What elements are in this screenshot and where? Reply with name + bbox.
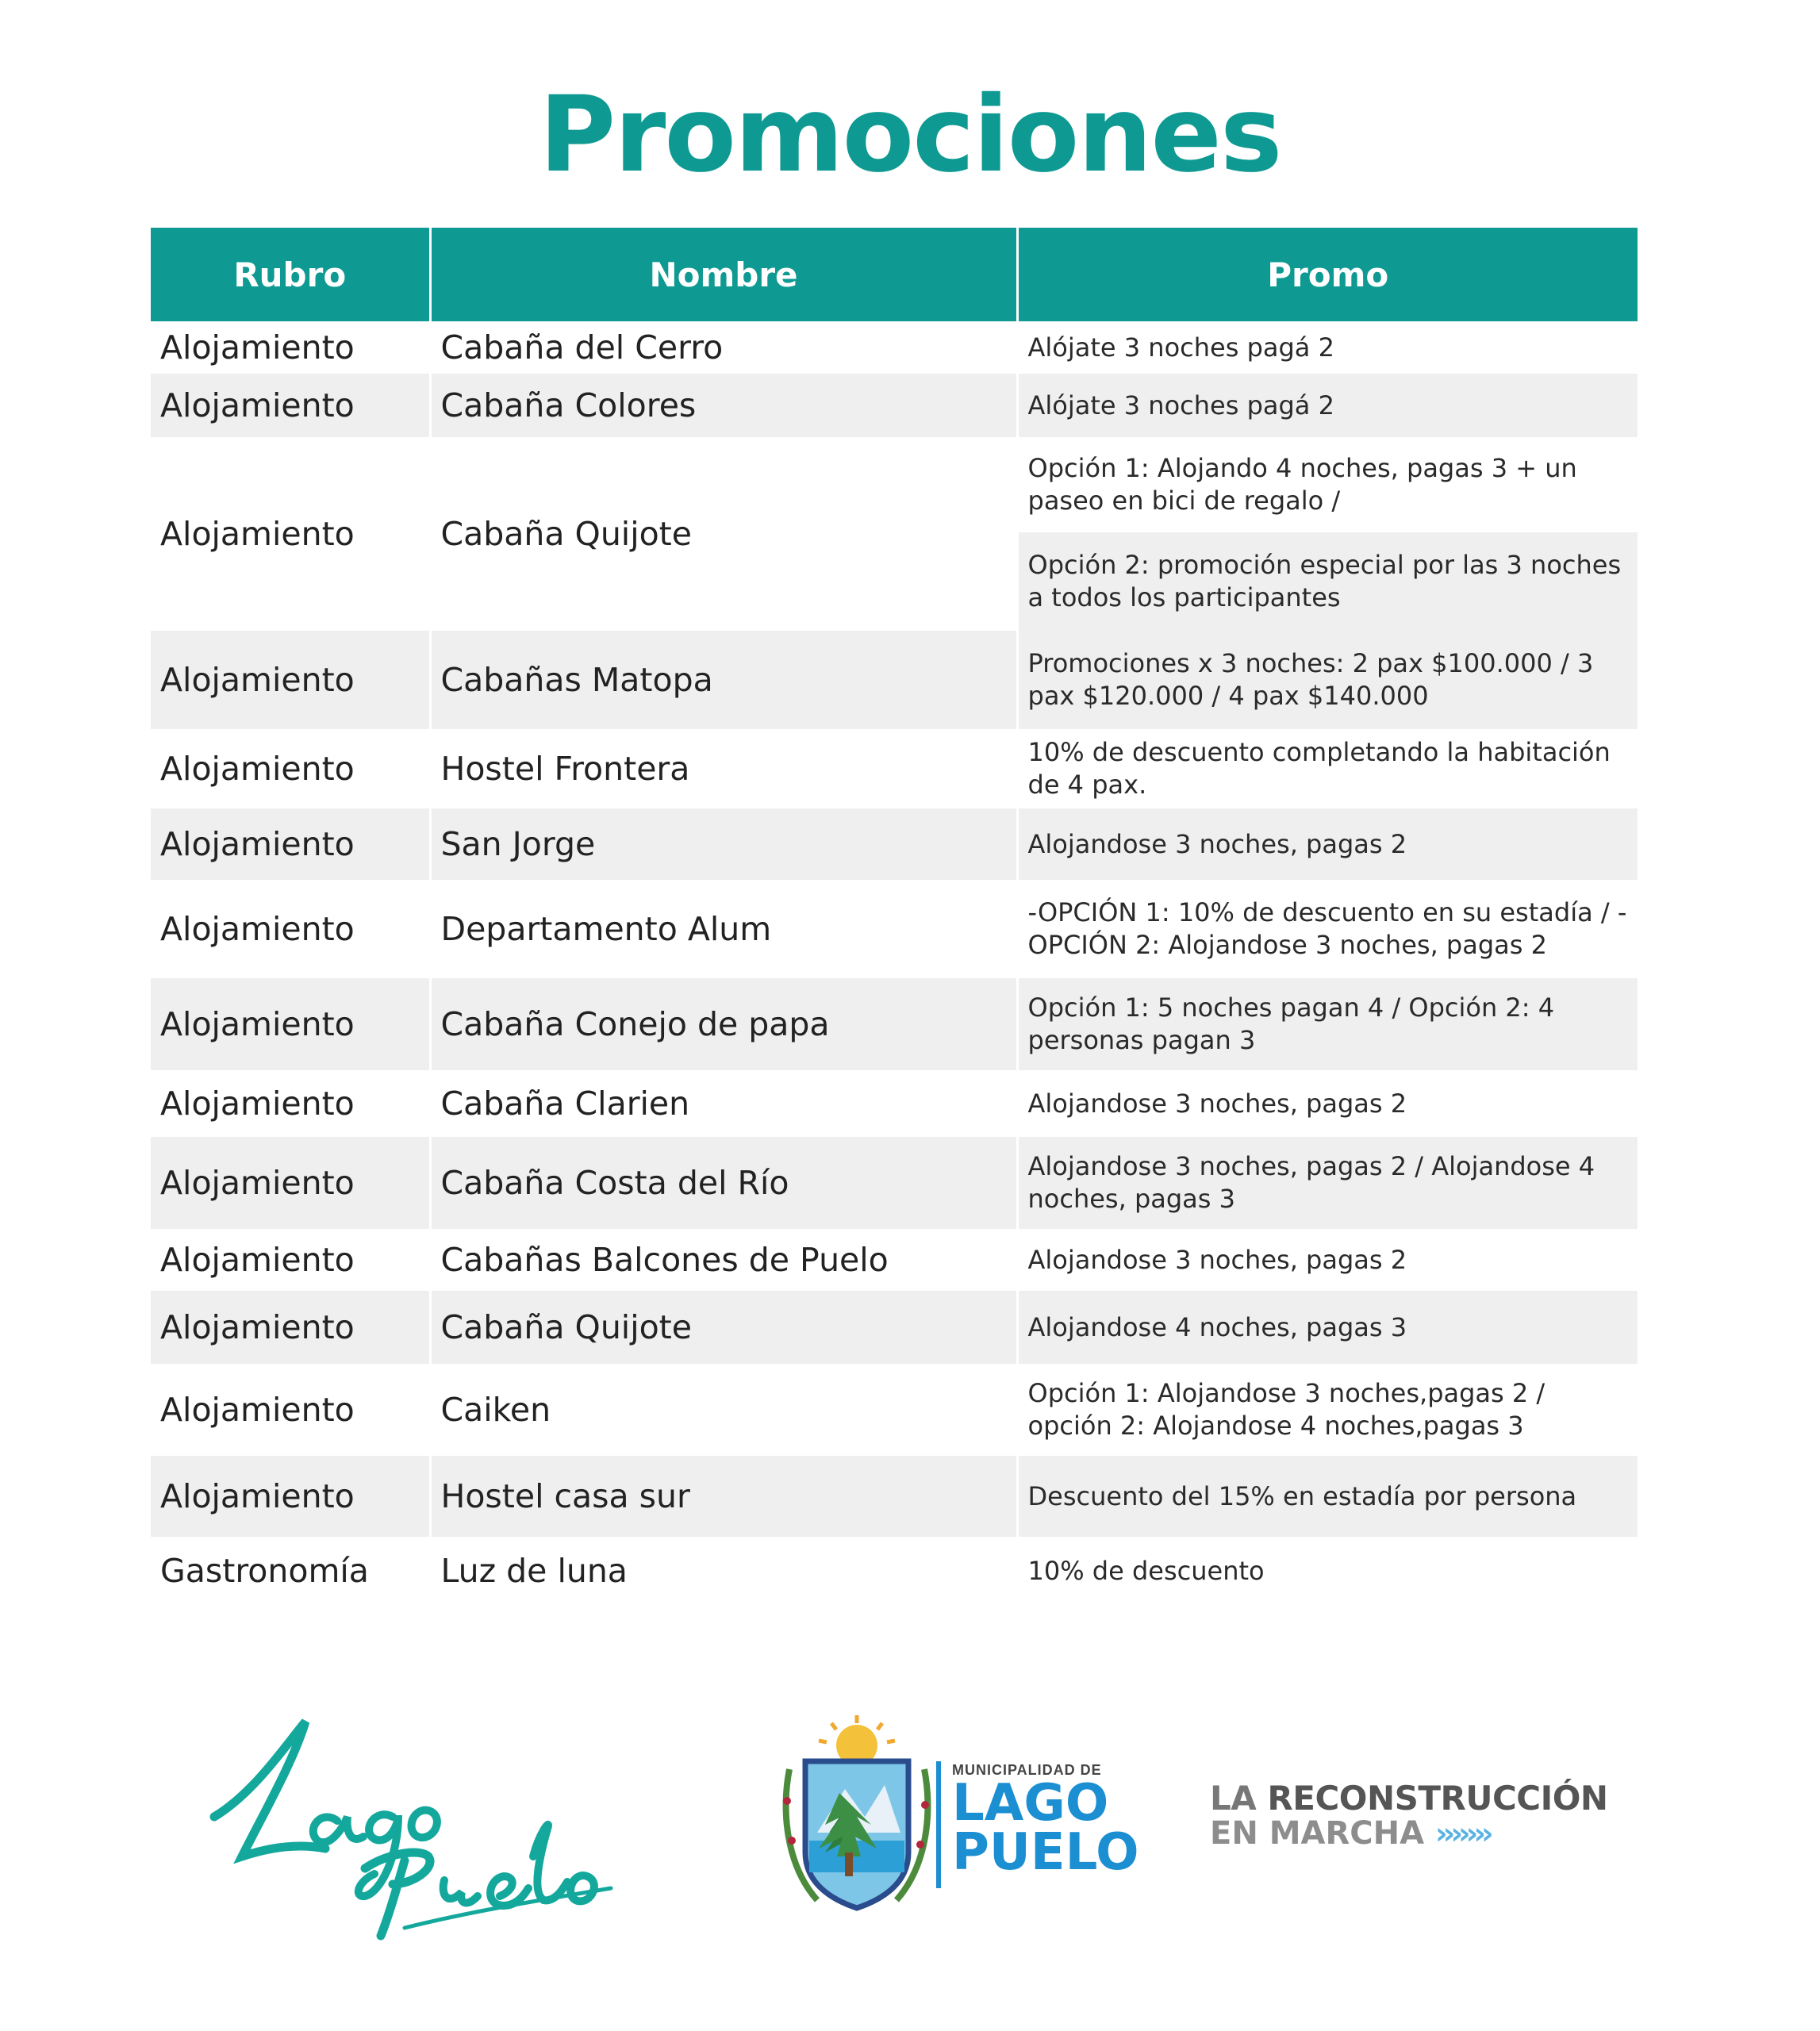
table-row: [151, 1291, 1638, 1364]
cell-nombre: Cabaña Colores: [430, 374, 1017, 437]
muni-small-label: MUNICIPALIDAD DE: [952, 1762, 1102, 1778]
cell-rubro: Alojamiento: [151, 1364, 430, 1456]
cell-rubro: Alojamiento: [151, 808, 430, 880]
cell-nombre: Cabaña Quijote: [430, 1291, 1017, 1364]
cell-promo: Alojandose 3 noches, pagas 2: [1027, 1244, 1407, 1275]
slogan-line2-text: EN MARCHA: [1210, 1815, 1425, 1852]
footer-logos: [0, 1698, 1820, 1968]
promotions-table: [151, 228, 1638, 1605]
cell-promo: Promociones x 3 noches: 2 pax $100.000 / 3 pax $120.000 / 4 pax $140.000: [1017, 631, 1638, 729]
cell-rubro: Alojamiento: [151, 437, 430, 631]
slogan-logo: [1210, 1781, 1622, 1851]
slogan-line1-a: LA: [1210, 1779, 1257, 1818]
cell-promo: -OPCIÓN 1: 10% de descuento en su estadía / -OPCIÓN 2: Alojandose 3 noches, pagas 2: [1027, 897, 1627, 960]
municipal-wordmark: [952, 1761, 1158, 1896]
page-title: Promociones: [539, 74, 1281, 196]
header-promo: Promo: [1017, 228, 1638, 321]
cell-nombre: Cabaña Clarien: [430, 1070, 1017, 1137]
muni-line1: LAGO: [952, 1774, 1109, 1833]
cell-nombre: Cabaña del Cerro: [430, 321, 1017, 374]
cell-rubro: Alojamiento: [151, 978, 430, 1070]
table-header-row: [151, 228, 1638, 321]
cell-rubro: Alojamiento: [151, 1291, 430, 1364]
table-row: [151, 321, 1638, 374]
header-rubro: Rubro: [151, 228, 430, 321]
cell-promo: Alojandose 4 noches, pagas 3: [1017, 1291, 1638, 1364]
cell-promo: Alojandose 3 noches, pagas 2: [1017, 808, 1638, 880]
cell-promo: 10% de descuento: [1027, 1555, 1265, 1586]
cell-rubro: Alojamiento: [151, 1137, 430, 1229]
municipal-divider: [936, 1761, 941, 1888]
cell-nombre: Cabañas Balcones de Puelo: [430, 1229, 1017, 1291]
table-row: [151, 1364, 1638, 1456]
slogan-line2: [1210, 1816, 1622, 1851]
table-row: [151, 1456, 1638, 1537]
cell-nombre: Caiken: [430, 1364, 1017, 1456]
cell-nombre: Cabaña Quijote: [430, 437, 1017, 631]
cell-promo: Alójate 3 noches pagá 2: [1027, 332, 1334, 363]
slogan-line1-b: RECONSTRUCCIÓN: [1267, 1779, 1608, 1818]
cell-promo: Opción 2: promoción especial por las 3 noches a todos los participantes: [1017, 532, 1638, 631]
cell-promo: Opción 1: Alojando 4 noches, pagas 3 + un paseo en bici de regalo /: [1027, 453, 1577, 516]
cell-promo: Alojandose 3 noches, pagas 2: [1027, 1088, 1407, 1119]
cell-promo: 10% de descuento completando la habitación de 4 pax.: [1027, 737, 1611, 800]
cell-nombre: Cabaña Costa del Río: [430, 1137, 1017, 1229]
cell-rubro: Alojamiento: [151, 374, 430, 437]
chevrons-icon: ›››››››: [1435, 1816, 1489, 1851]
table-row: [151, 808, 1638, 880]
cell-promo: Alojandose 3 noches, pagas 2 / Alojandose 4 noches, pagas 3: [1017, 1137, 1638, 1229]
municipal-crest-icon: [770, 1714, 944, 1920]
cell-rubro: Alojamiento: [151, 1456, 430, 1537]
cell-promo: Alójate 3 noches pagá 2: [1017, 374, 1638, 437]
cell-rubro: Alojamiento: [151, 631, 430, 729]
header-nombre: Nombre: [430, 228, 1017, 321]
table-row: [151, 729, 1638, 808]
cell-rubro: Alojamiento: [151, 880, 430, 978]
muni-line2: PUELO: [952, 1823, 1139, 1882]
cell-nombre: Cabañas Matopa: [430, 631, 1017, 729]
cell-promo: Opción 1: Alojandose 3 noches,pagas 2 / opción 2: Alojandose 4 noches,pagas 3: [1027, 1378, 1545, 1441]
cell-rubro: Alojamiento: [151, 321, 430, 374]
cell-nombre: Departamento Alum: [430, 880, 1017, 978]
cell-rubro: Alojamiento: [151, 1229, 430, 1291]
table-row: [151, 437, 1638, 532]
table-row: [151, 1070, 1638, 1137]
table-row: [151, 978, 1638, 1070]
cell-promo: Descuento del 15% en estadía por persona: [1017, 1456, 1638, 1537]
cell-rubro: Gastronomía: [151, 1537, 430, 1605]
table-row: [151, 880, 1638, 978]
slogan-line1: [1210, 1781, 1622, 1816]
table-row: [151, 1137, 1638, 1229]
cell-nombre: San Jorge: [430, 808, 1017, 880]
cell-nombre: Hostel Frontera: [430, 729, 1017, 808]
cell-rubro: Alojamiento: [151, 729, 430, 808]
table-row: [151, 631, 1638, 729]
table-row: [151, 374, 1638, 437]
table-row: [151, 1229, 1638, 1291]
cell-nombre: Cabaña Conejo de papa: [430, 978, 1017, 1070]
cell-promo: Opción 1: 5 noches pagan 4 / Opción 2: 4 personas pagan 3: [1017, 978, 1638, 1070]
lago-puelo-script-logo: [167, 1698, 627, 1952]
cell-nombre: Hostel casa sur: [430, 1456, 1017, 1537]
cell-rubro: Alojamiento: [151, 1070, 430, 1137]
table-row: [151, 1537, 1638, 1605]
cell-nombre: Luz de luna: [430, 1537, 1017, 1605]
